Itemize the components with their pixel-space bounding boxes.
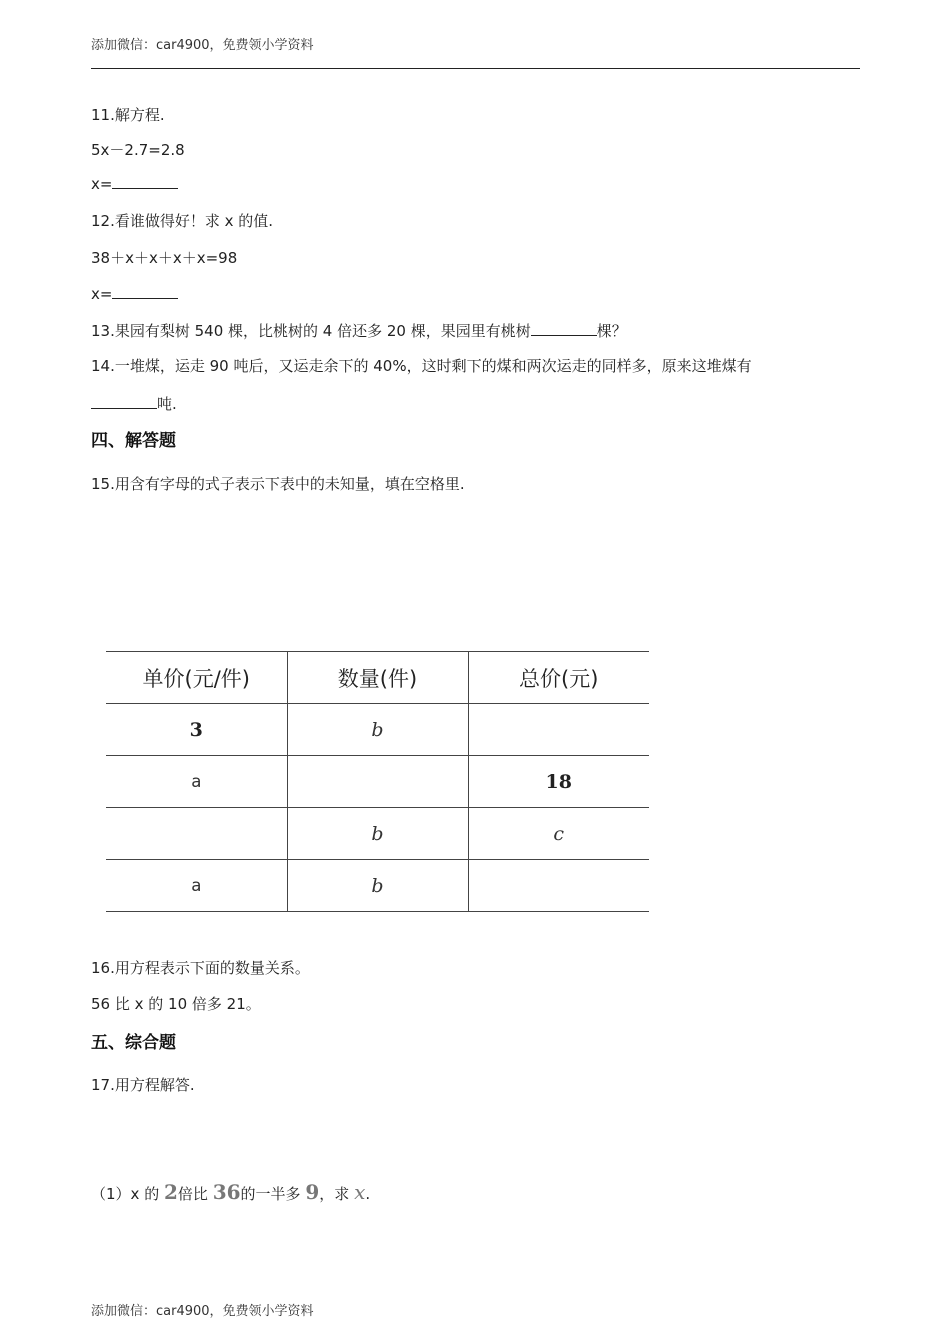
- q16-text: 56 比 x 的 10 倍多 21。: [91, 995, 261, 1013]
- q17-part1-end: .: [365, 1185, 371, 1203]
- q15-table: [106, 651, 649, 912]
- q13: [91, 320, 627, 341]
- table-row: [106, 860, 649, 912]
- q13-text: 13.果园有梨树 540 棵，比桃树的 4 倍还多 20 棵，果园里有桃树: [91, 322, 531, 340]
- q17-part1-t1: 倍比: [177, 1185, 208, 1203]
- table-cell: c: [468, 808, 649, 860]
- q13-answer-blank[interactable]: [531, 323, 597, 336]
- q15-title: 15.用含有字母的式子表示下表中的未知量，填在空格里.: [91, 475, 465, 493]
- q17-part1: [91, 1180, 370, 1204]
- table-cell: a: [106, 756, 287, 808]
- table-cell: a: [106, 860, 287, 912]
- q17-part1-n1: 2: [163, 1180, 178, 1204]
- q17-title: 17.用方程解答.: [91, 1076, 195, 1094]
- q11-title: 11.解方程.: [91, 106, 165, 124]
- table-cell-blank[interactable]: [106, 808, 287, 860]
- q14-answer-blank[interactable]: [91, 396, 157, 409]
- q12-answer-prefix: x=: [91, 285, 113, 303]
- q12-title: 12.看谁做得好！求 x 的值.: [91, 212, 274, 230]
- section4-title: 四、解答题: [91, 431, 176, 451]
- q17-part1-var: x: [354, 1180, 366, 1204]
- table-row: [106, 704, 649, 756]
- q14-line1: 14.一堆煤，运走 90 吨后，又运走余下的 40%，这时剩下的煤和两次运走的同样多，原来这堆煤有: [91, 357, 752, 375]
- table-cell: b: [287, 808, 468, 860]
- table-cell-blank[interactable]: [287, 756, 468, 808]
- table-header-cell: 数量(件): [287, 652, 468, 704]
- table-cell: 3: [106, 704, 287, 756]
- table-header-row: [106, 652, 649, 704]
- page-header: 添加微信：car4900，免费领小学资料: [91, 38, 314, 53]
- q17-part1-n2: 36: [212, 1180, 241, 1204]
- q12-equation: 38＋x＋x＋x＋x=98: [91, 249, 238, 267]
- q11-answer-prefix: x=: [91, 175, 113, 193]
- q11-answer: [91, 175, 178, 193]
- q13-after: 棵？: [596, 322, 627, 340]
- section5-title: 五、综合题: [91, 1033, 176, 1053]
- q14-line2: [91, 393, 177, 414]
- q12-answer: [91, 285, 178, 303]
- q14-after: 吨.: [157, 395, 177, 413]
- q11-answer-blank[interactable]: [112, 176, 178, 189]
- table-header-cell: 总价(元): [468, 652, 649, 704]
- table-header-cell: 单价(元/件): [106, 652, 287, 704]
- table-cell: b: [287, 860, 468, 912]
- q11-equation: 5x－2.7=2.8: [91, 141, 185, 159]
- table-cell: b: [287, 704, 468, 756]
- table-cell-blank[interactable]: [468, 704, 649, 756]
- table-row: [106, 756, 649, 808]
- q17-part1-n3: 9: [305, 1180, 320, 1204]
- q12-answer-blank[interactable]: [112, 286, 178, 299]
- q17-part1-t3: ，求: [319, 1185, 350, 1203]
- table-cell: 18: [468, 756, 649, 808]
- table-row: [106, 808, 649, 860]
- page-footer: 添加微信：car4900，免费领小学资料: [91, 1304, 314, 1319]
- table-cell-blank[interactable]: [468, 860, 649, 912]
- q17-part1-prefix: （1）x 的: [91, 1185, 160, 1203]
- q17-part1-t2: 的一半多: [240, 1185, 301, 1203]
- header-rule: [91, 68, 860, 69]
- q16-title: 16.用方程表示下面的数量关系。: [91, 959, 310, 977]
